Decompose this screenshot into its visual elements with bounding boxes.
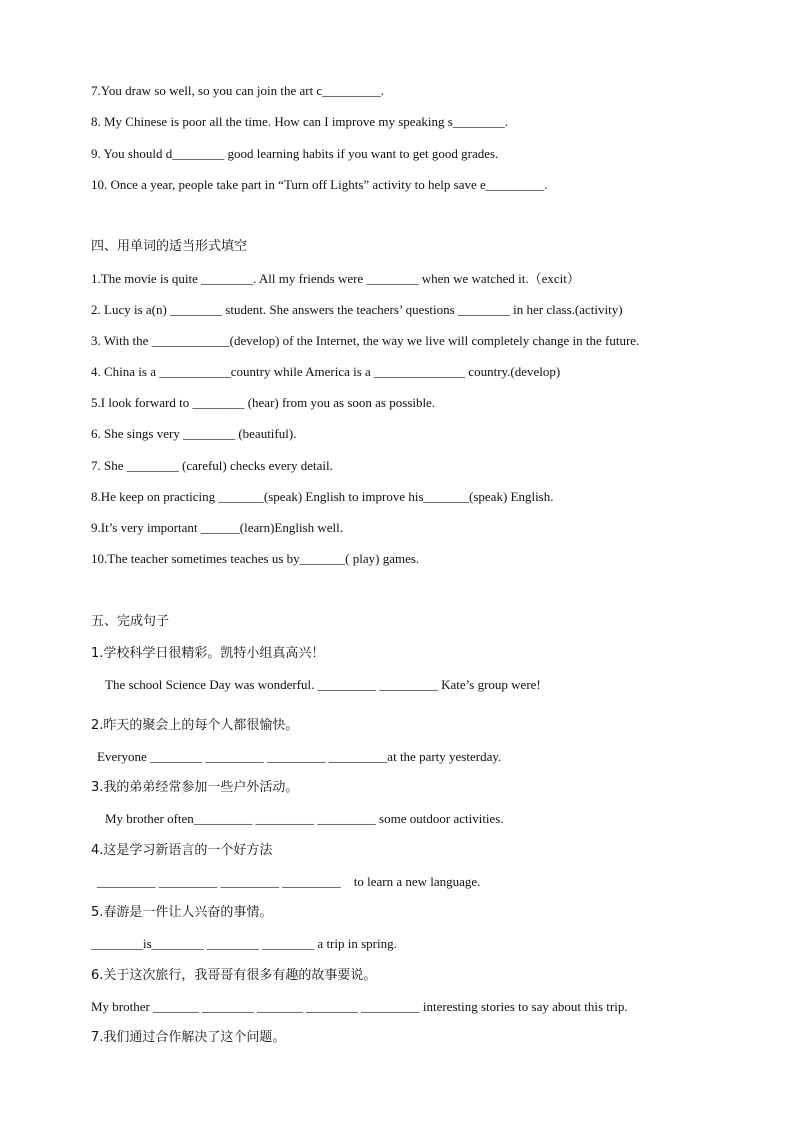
exercise-5-item-7-chinese: 7.我们通过合作解决了这个问题。 [91, 1030, 286, 1045]
exercise-5-item-3-english: My brother often_________ _________ _________ some outdoor activities. [105, 811, 504, 826]
exercise-3-item-8: 8. My Chinese is poor all the time. How can I improve my speaking s________. [91, 114, 509, 129]
exercise-4-item-4: 4. China is a ___________country while America is a ______________ country.(develop) [91, 364, 561, 379]
exercise-4-item-2: 2. Lucy is a(n) ________ student. She answers the teachers’ questions ________ in her class.(activity) [91, 302, 623, 317]
exercise-5-item-2-chinese: 2.昨天的聚会上的每个人都很愉快。 [91, 718, 299, 733]
exercise-5-item-4-english: _________ _________ _________ _________ to learn a new language. [97, 874, 481, 889]
exercise-4-item-5: 5.I look forward to ________ (hear) from you as soon as possible. [91, 395, 436, 410]
exercise-4-item-7: 7. She ________ (careful) checks every detail. [91, 458, 333, 473]
exercise-5-item-1-chinese: 1.学校科学日很精彩。凯特小组真高兴！ [91, 646, 325, 661]
exercise-3-item-7: 7.You draw so well, so you can join the art c_________. [91, 83, 384, 98]
exercise-5-item-5-english: ________is________ ________ ________ a trip in spring. [91, 936, 397, 951]
exercise-4-item-10: 10.The teacher sometimes teaches us by_______( play) games. [91, 551, 420, 566]
section-4-heading: 四、用单词的适当形式填空 [91, 239, 248, 254]
exercise-5-item-2-english: Everyone ________ _________ _________ _________at the party yesterday. [97, 749, 502, 764]
exercise-4-item-9: 9.It’s very important ______(learn)English well. [91, 520, 344, 535]
exercise-5-item-6-chinese: 6.关于这次旅行，我哥哥有很多有趣的故事要说。 [91, 968, 377, 983]
exercise-5-item-6-english: My brother _______ ________ _______ ________ _________ interesting stories to say about this trip. [91, 999, 628, 1014]
exercise-5-item-1-english: The school Science Day was wonderful. _________ _________ Kate’s group were! [105, 677, 541, 692]
exercise-3-item-10: 10. Once a year, people take part in “Turn off Lights” activity to help save e_________. [91, 177, 548, 192]
section-5-heading: 五、完成句子 [91, 614, 170, 629]
exercise-4-item-1: 1.The movie is quite ________. All my friends were ________ when we watched it.（excit） [91, 271, 580, 286]
exercise-5-item-3-chinese: 3.我的弟弟经常参加一些户外活动。 [91, 780, 299, 795]
exercise-4-item-8: 8.He keep on practicing _______(speak) English to improve his_______(speak) English. [91, 489, 554, 504]
exercise-4-item-6: 6. She sings very ________ (beautiful). [91, 426, 297, 441]
exercise-5-item-5-chinese: 5.春游是一件让人兴奋的事情。 [91, 905, 273, 920]
exercise-4-item-3: 3. With the ____________(develop) of the Internet, the way we live will completely change in the future. [91, 333, 640, 348]
exercise-5-item-4-chinese: 4.这是学习新语言的一个好方法 [91, 843, 273, 858]
exercise-3-item-9: 9. You should d________ good learning habits if you want to get good grades. [91, 146, 499, 161]
